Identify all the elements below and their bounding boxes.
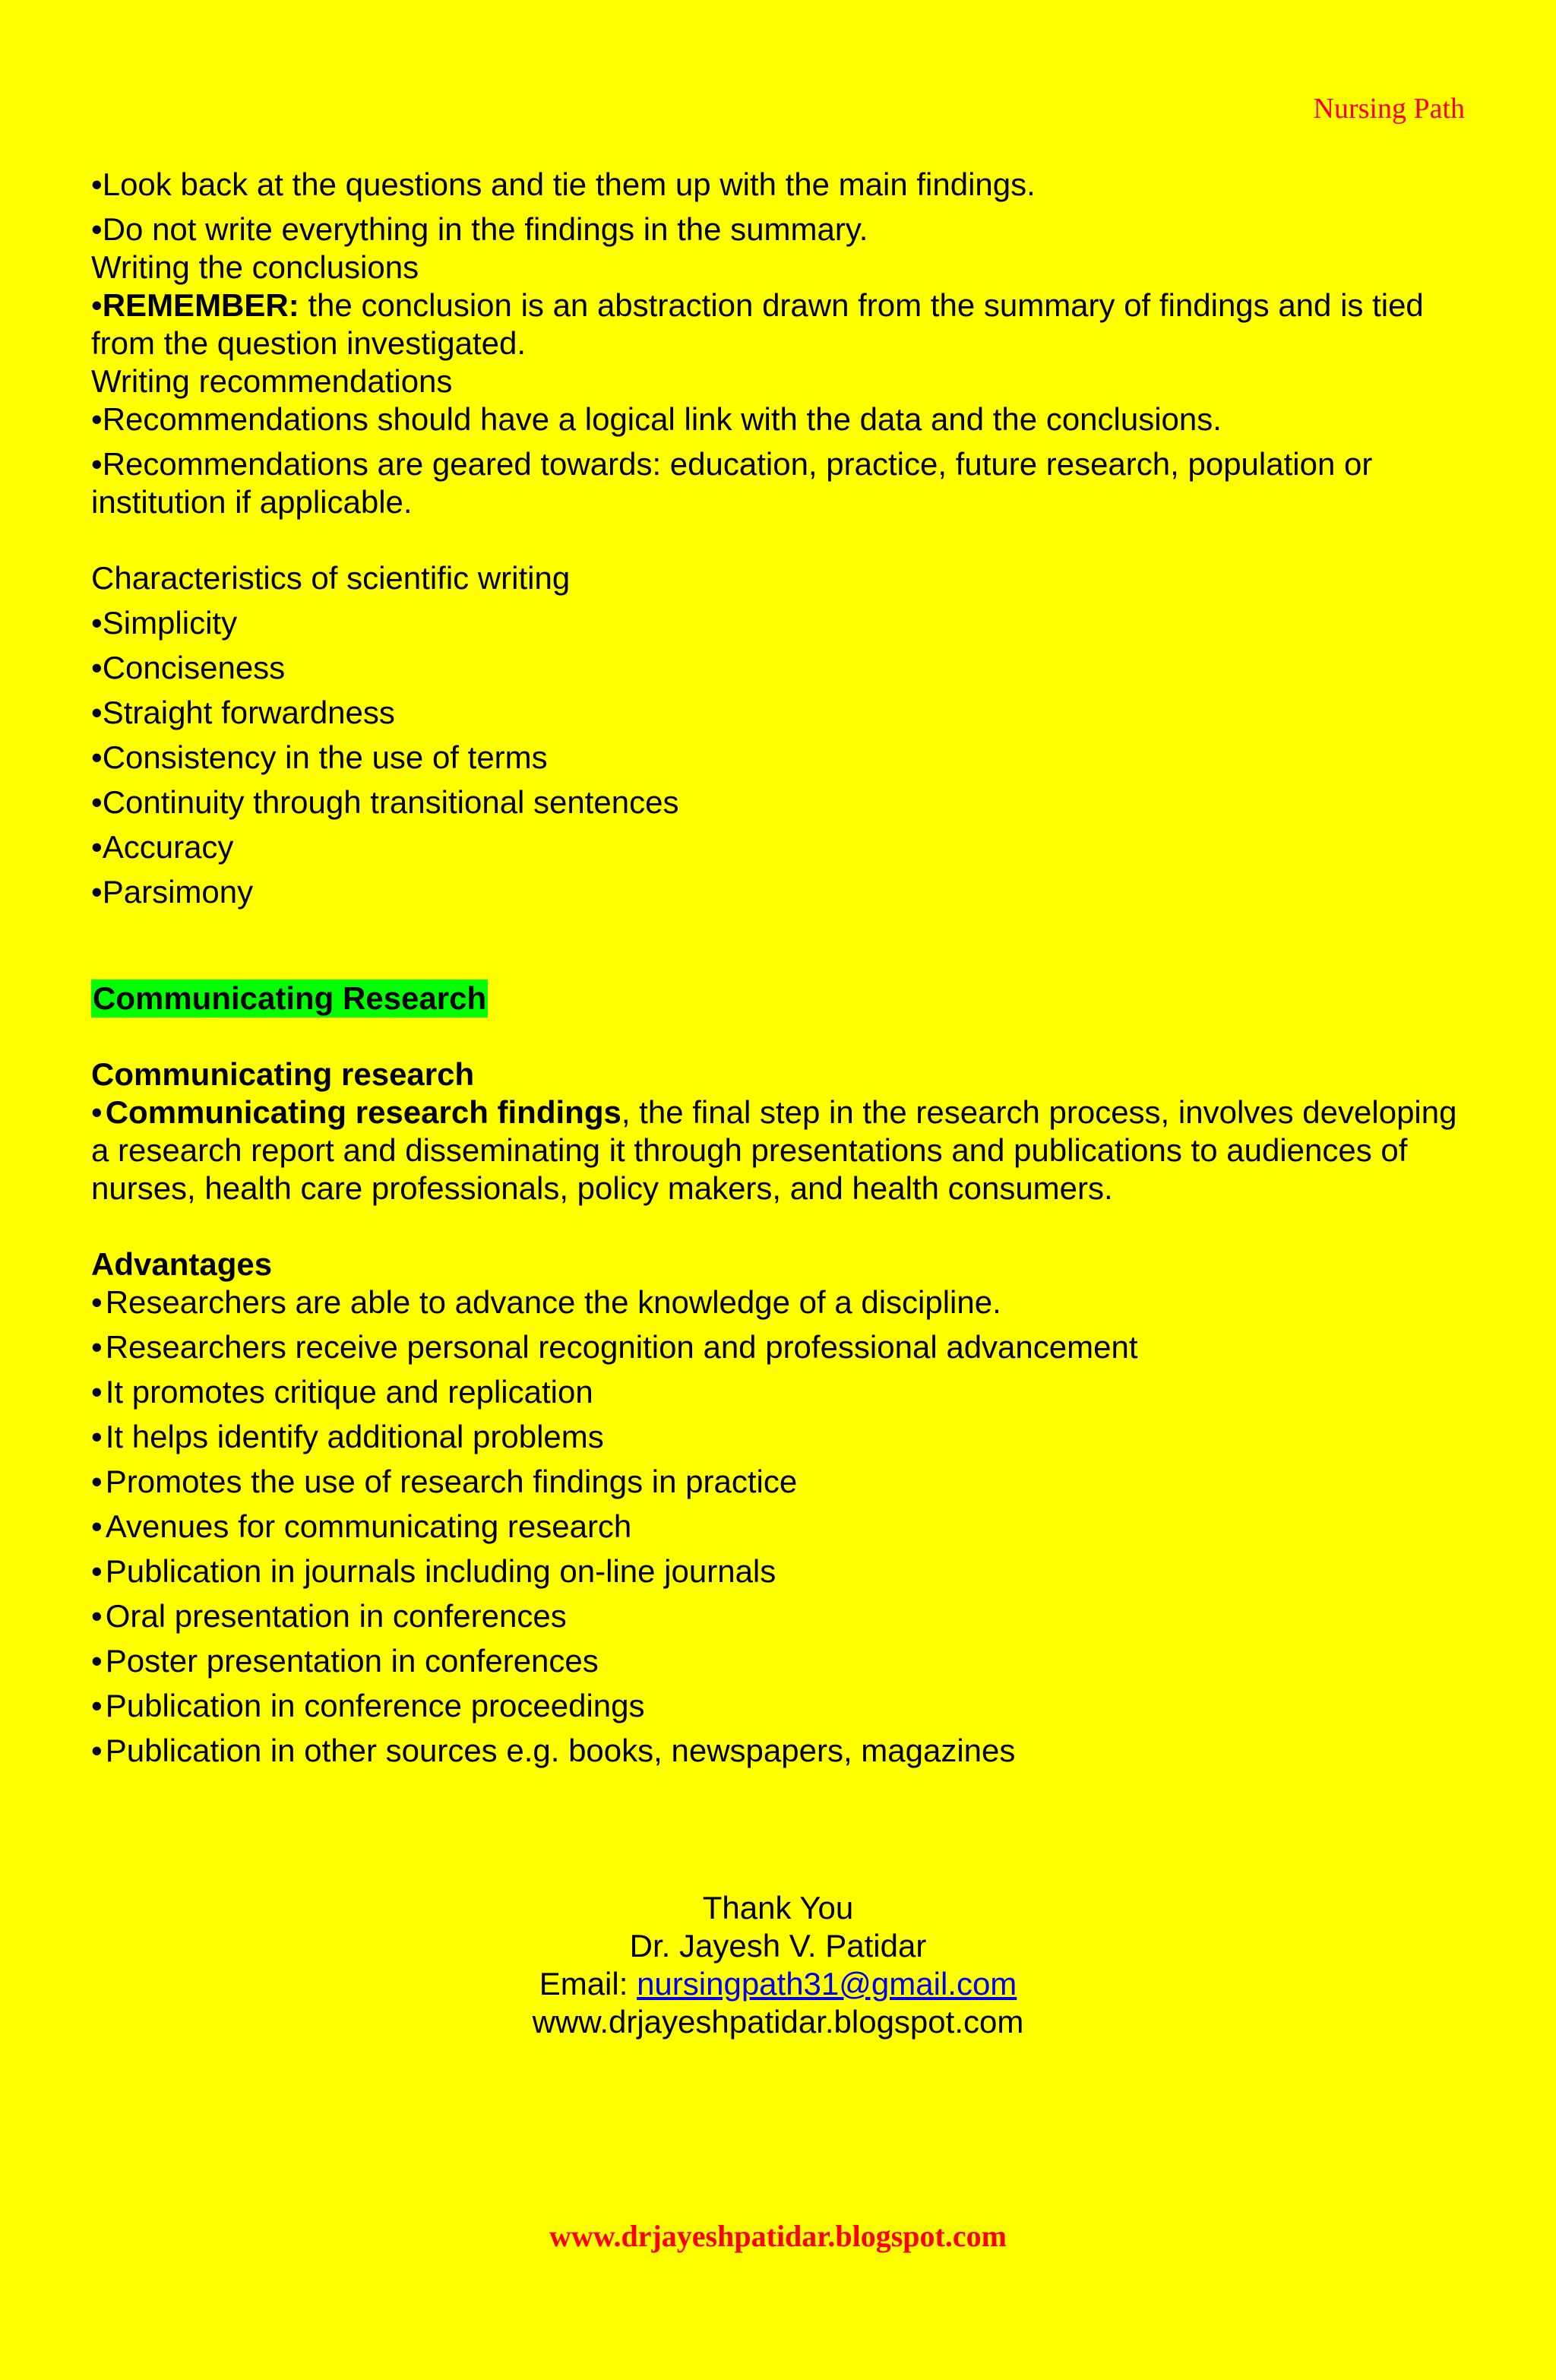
advantage-item: • It promotes critique and replication bbox=[91, 1373, 1459, 1411]
advantage-item: • Publication in other sources e.g. books, newspapers, magazines bbox=[91, 1732, 1459, 1770]
advantage-item: • Researchers are able to advance the knowledge of a discipline. bbox=[91, 1283, 1459, 1321]
characteristic-item: • Accuracy bbox=[91, 828, 1459, 866]
definition-term: Communicating research findings bbox=[105, 1094, 621, 1130]
recommendation-item: • Recommendations are geared towards: education, practice, future research, population or institution if applicable. bbox=[91, 445, 1459, 521]
characteristic-item: • Simplicity bbox=[91, 604, 1459, 642]
characteristic-item: • Conciseness bbox=[91, 649, 1459, 687]
characteristic-item: • Parsimony bbox=[91, 873, 1459, 911]
closing-block bbox=[0, 1889, 1556, 2041]
advantage-item: • Oral presentation in conferences bbox=[91, 1597, 1459, 1635]
spacer bbox=[91, 1018, 1459, 1055]
summary-item: • Do not write everything in the findings in the summary. bbox=[91, 210, 1459, 248]
spacer bbox=[91, 521, 1459, 559]
advantage-item: • Promotes the use of research findings in practice bbox=[91, 1463, 1459, 1501]
characteristic-item: • Continuity through transitional sentences bbox=[91, 783, 1459, 821]
characteristic-item: • Consistency in the use of terms bbox=[91, 739, 1459, 777]
spacer bbox=[91, 1207, 1459, 1245]
footer-website: www.drjayeshpatidar.blogspot.com bbox=[549, 2219, 1007, 2253]
author-website: www.drjayeshpatidar.blogspot.com bbox=[532, 2004, 1024, 2040]
advantage-item: • Poster presentation in conferences bbox=[91, 1642, 1459, 1680]
conclusions-heading: Writing the conclusions bbox=[91, 249, 419, 285]
document-body bbox=[91, 166, 1459, 1770]
thank-you-text: Thank You bbox=[702, 1890, 854, 1926]
email-line bbox=[0, 1965, 1556, 2003]
advantage-item: • Researchers receive personal recognition and professional advancement bbox=[91, 1328, 1459, 1366]
section-title-highlighted: Communicating Research bbox=[93, 980, 487, 1016]
remember-label: REMEMBER: bbox=[102, 287, 299, 323]
recommendation-item: • Recommendations should have a logical link with the data and the conclusions. bbox=[91, 400, 1459, 438]
advantage-item: • Publication in journals including on-line journals bbox=[91, 1552, 1459, 1590]
advantage-item: • It helps identify additional problems bbox=[91, 1418, 1459, 1456]
conclusions-remember bbox=[91, 286, 1459, 362]
definition-text: , the final step in the research process, involves developing a research report and disseminating it through presentations and publications to audiences of nurses, health care professionals, policy makers, and health consumers. bbox=[91, 1094, 1457, 1206]
recommendations-heading: Writing recommendations bbox=[91, 363, 453, 399]
header-brand: Nursing Path bbox=[1313, 93, 1465, 125]
characteristics-heading: Characteristics of scientific writing bbox=[91, 560, 571, 596]
communicating-heading: Communicating research bbox=[91, 1056, 475, 1092]
email-label: Email: bbox=[539, 1966, 637, 2002]
author-name: Dr. Jayesh V. Patidar bbox=[629, 1928, 927, 1964]
advantages-heading: Advantages bbox=[91, 1246, 273, 1282]
summary-item: • Look back at the questions and tie them up with the main findings. bbox=[91, 166, 1459, 204]
communicating-definition bbox=[91, 1093, 1459, 1207]
characteristic-item: • Straight forwardness bbox=[91, 694, 1459, 732]
advantage-item: • Publication in conference proceedings bbox=[91, 1687, 1459, 1725]
advantage-item: • Avenues for communicating research bbox=[91, 1508, 1459, 1546]
email-link[interactable]: nursingpath31@gmail.com bbox=[637, 1966, 1017, 2002]
remember-text: the conclusion is an abstraction drawn from the summary of findings and is tied from the question investigated. bbox=[91, 287, 1424, 361]
spacer bbox=[91, 911, 1459, 980]
